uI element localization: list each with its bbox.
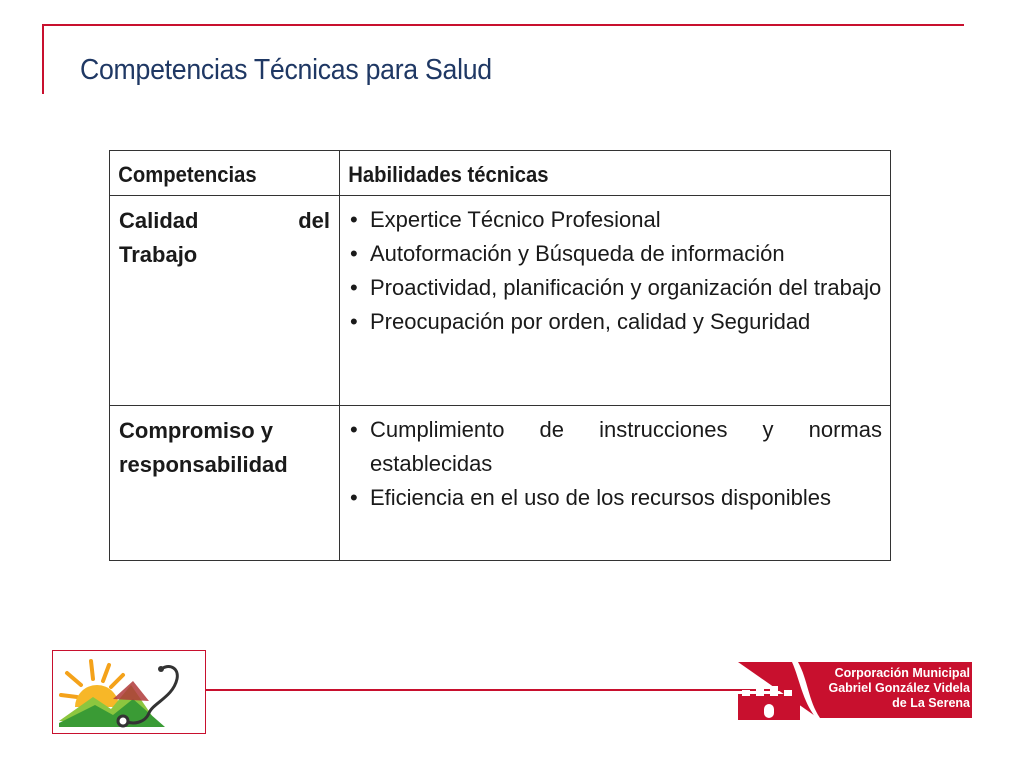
table-row [110,406,891,561]
list-item: • Expertice Técnico Profesional [350,203,882,237]
brand-line: de La Serena [892,696,970,710]
table-header-row [110,151,891,196]
list-item: • Cumplimiento de instrucciones y normas establecidas [350,413,882,481]
competencia-line: Compromiso y [119,418,274,443]
header-cell-competencias: Competencias [110,151,340,196]
list-item: • Proactividad, planificación y organización del trabajo [350,271,882,305]
slide-title: Competencias Técnicas para Salud [80,54,492,86]
table-row [110,196,891,406]
brand-text [820,666,970,711]
corporacion-municipal-logo [738,660,972,720]
top-accent-line [42,24,964,26]
habilidades-cell [340,196,891,406]
competencia-line: responsabilidad [119,452,288,477]
competencia-word: del [298,208,330,233]
health-logo [52,650,206,734]
brand-line: Gabriel González Videla [828,681,970,695]
habilidades-cell [340,406,891,561]
list-item: • Autoformación y Búsqueda de información [350,237,882,271]
sun-mountain-stethoscope-icon [53,651,204,732]
competencia-cell [110,196,340,406]
header-cell-habilidades: Habilidades técnicas [340,151,891,196]
competencias-table [109,150,891,561]
list-item: • Preocupación por orden, calidad y Seguridad [350,305,882,339]
competencia-cell [110,406,340,561]
list-item: • Eficiencia en el uso de los recursos disponibles [350,481,882,515]
competencia-word: Calidad [119,208,199,233]
brand-line: Corporación Municipal [834,666,970,680]
competencia-line: Trabajo [119,242,198,267]
left-accent-line [42,24,44,94]
